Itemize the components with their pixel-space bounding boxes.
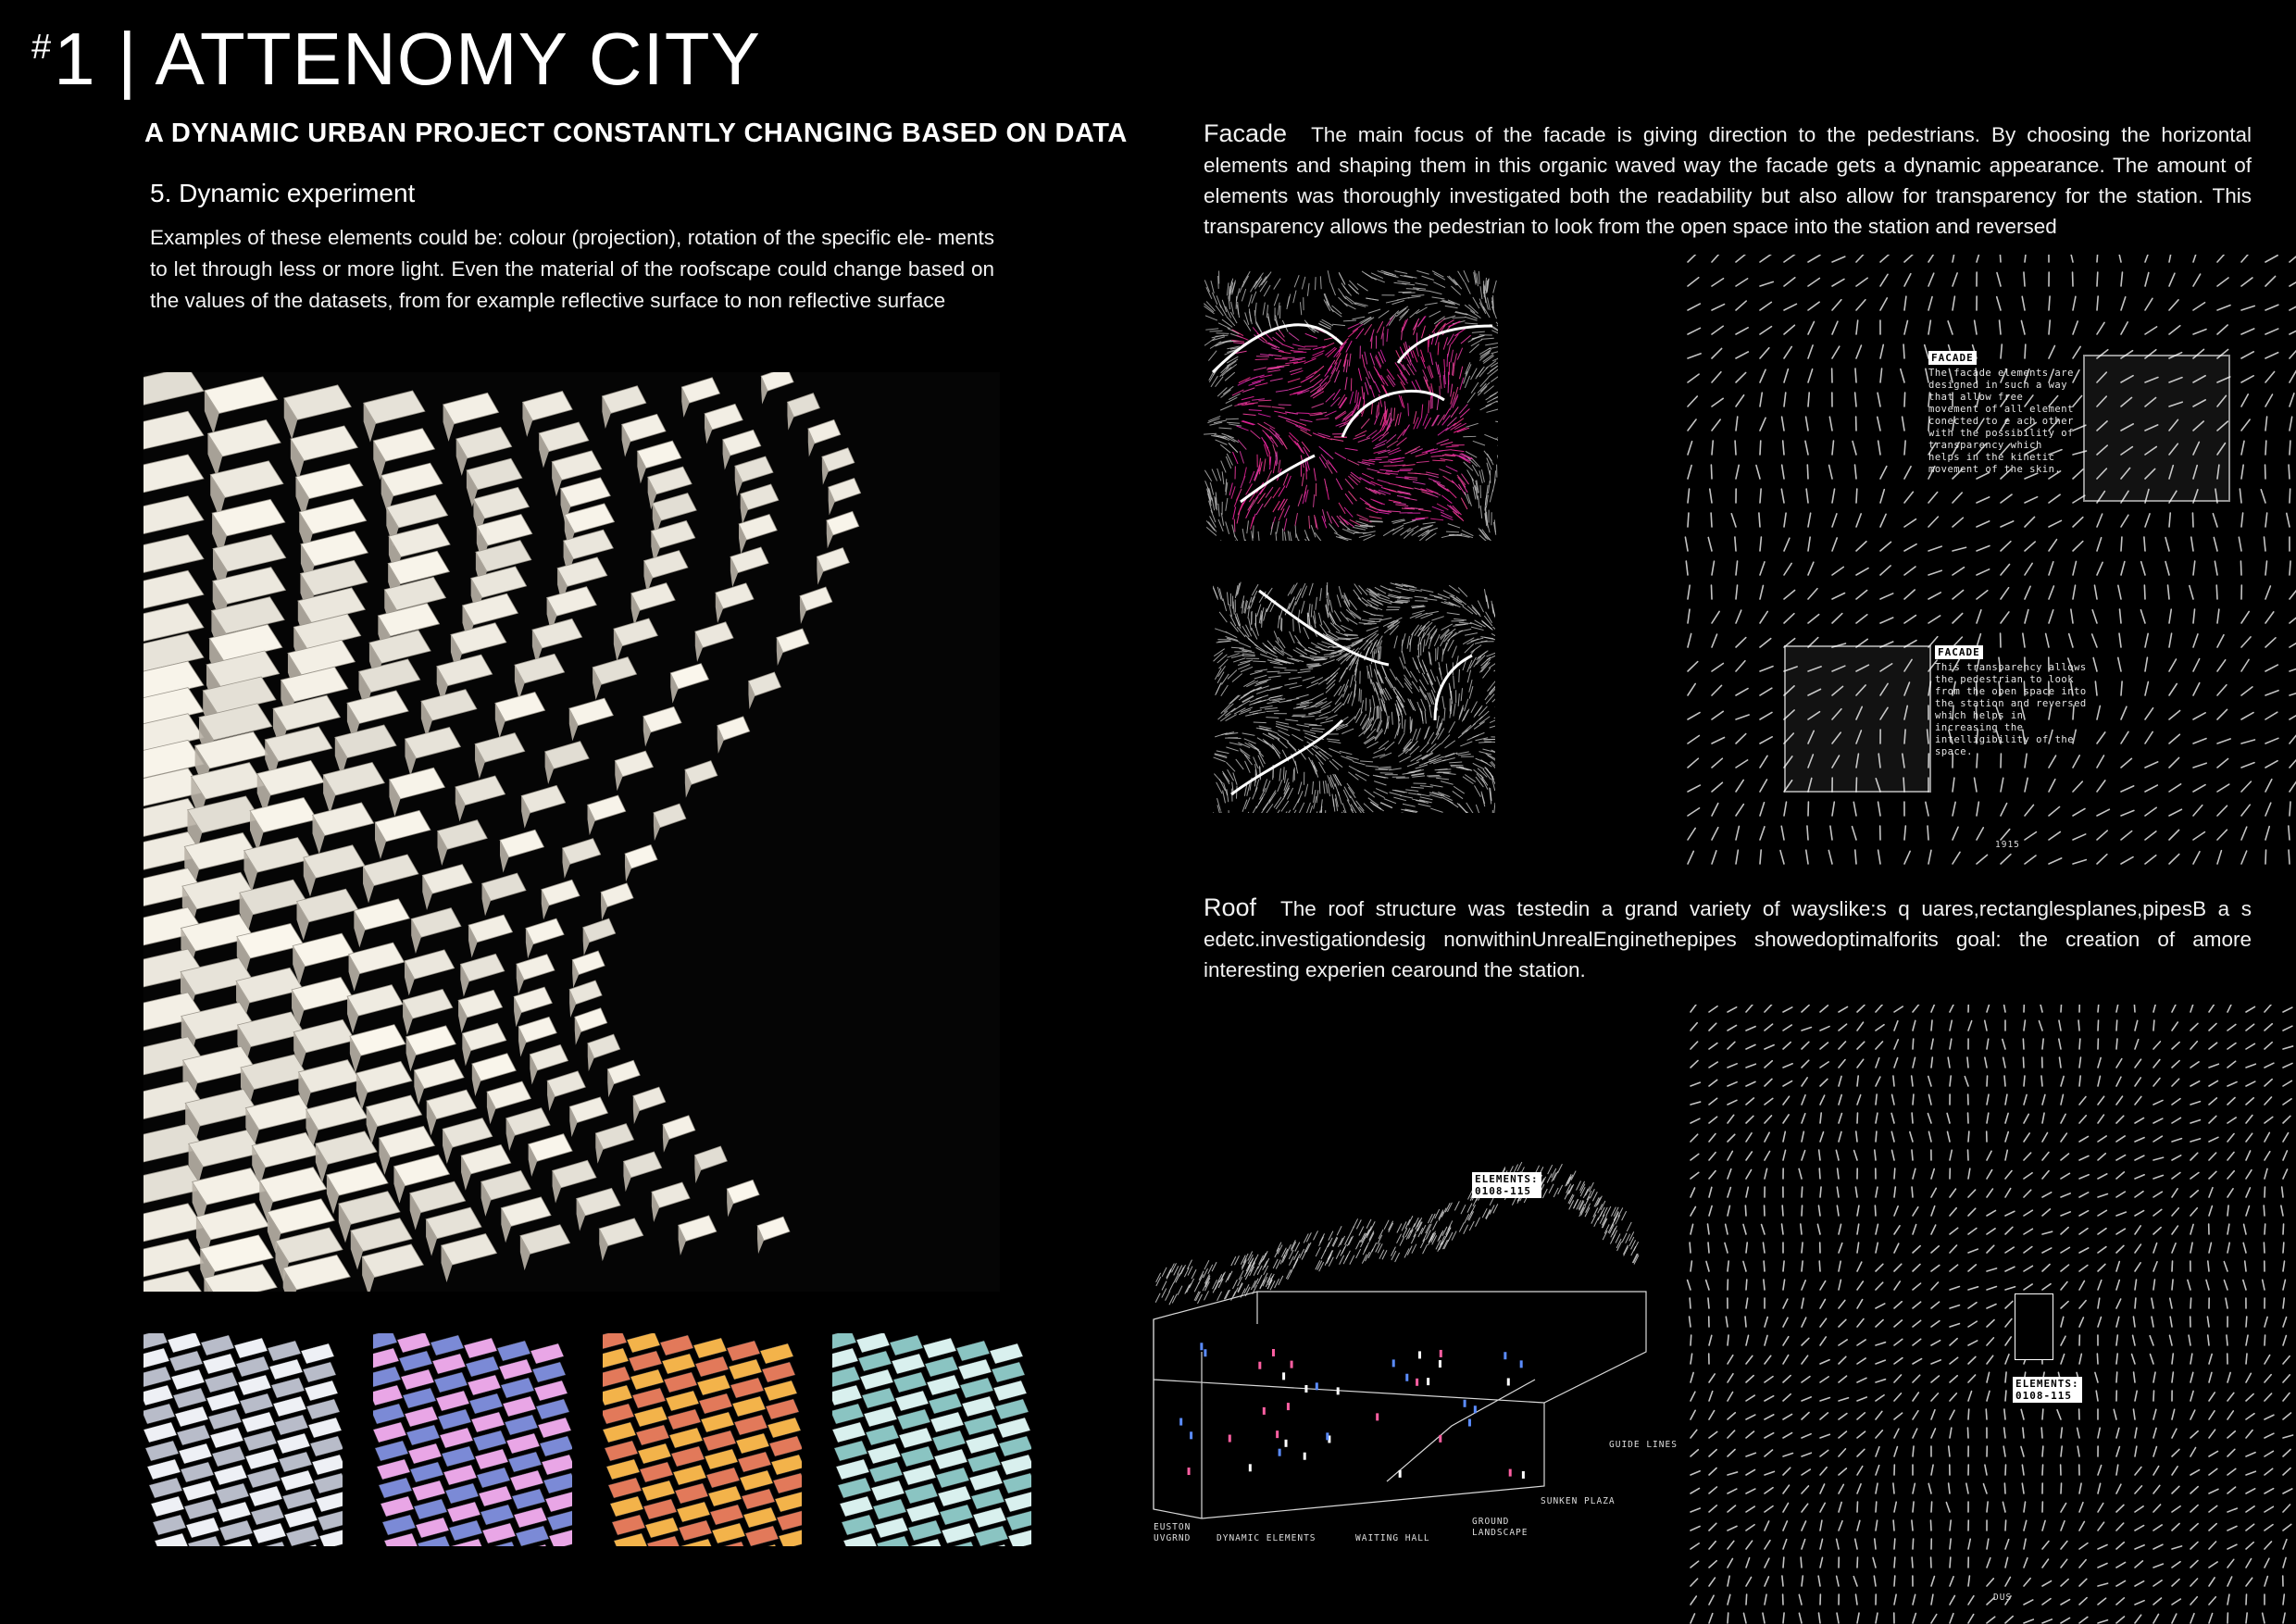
roof-text: The roof structure was testedin a grand variety of wayslike:s q uares,rectanglesplanes,pipesB a s edetc.investigationdesig nonwithinUnrealEnginethepipes showedoptimalforits goal: the creation of amore interesting experien cearound the station. <box>1204 897 2252 981</box>
flow-grey-strokes <box>1213 581 1495 813</box>
facade-callout-1-label: FACADE <box>1928 351 1977 365</box>
flow-pink-strokes <box>1204 270 1498 541</box>
roof-corner-mark: DUS <box>1993 1593 2013 1603</box>
facade-text: The main focus of the facade is giving direction to the pedestrians. By choosing the horizontal elements and shaping them in this organic waved way the facade gets a dynamic appearance. The amount of elements was thoroughly investigated both the readability but also allow for transparency for the station. This transparency allows the pedestrian to look from the open space into the station and reversed <box>1204 123 2252 238</box>
facade-flow-diagram-grey <box>1213 581 1495 813</box>
roofscape-render <box>144 372 1000 1292</box>
annot-ground: GROUND <box>1472 1517 1510 1527</box>
variant-render-pink <box>373 1333 572 1546</box>
roof-label: Roof <box>1204 893 1257 921</box>
annot-waiting-hall: WAITING HALL <box>1355 1533 1430 1543</box>
roof-elements-title: ELEMENTS: <box>2015 1378 2079 1390</box>
title-text: 1 | ATTENOMY CITY <box>54 18 761 100</box>
station-axonometric-drawing <box>1146 1074 1683 1555</box>
field-roof-strokes <box>1683 1005 2296 1624</box>
facade-label: Facade <box>1204 119 1288 147</box>
facade-description <box>1204 119 2252 242</box>
roof-description <box>1204 893 2252 985</box>
roof-elements-label <box>2013 1377 2082 1403</box>
facade-zoom-box-2 <box>1784 645 1931 793</box>
variant-thumb-mint <box>832 1333 1031 1546</box>
roof-elements-range: 0108-115 <box>2015 1390 2072 1402</box>
variant-render-white <box>144 1333 343 1546</box>
facade-callout-1-text: The facade elements are designed in such a way that allow free movement of all element conected to e ach other with the possibility of transparency which helps in the kinetic movement of the skin. <box>1928 368 2074 475</box>
section-heading: 5. Dynamic experiment <box>150 179 416 207</box>
facade-corner-mark: 1915 <box>1995 840 2020 850</box>
facade-element-field <box>1680 255 2296 866</box>
axo-elements-title: ELEMENTS: <box>1475 1173 1539 1185</box>
variant-render-orange <box>603 1333 802 1546</box>
axo-elements-label <box>1472 1172 1541 1198</box>
facade-callout-2-label: FACADE <box>1935 645 1983 659</box>
facade-zoom-box-1 <box>2083 355 2230 502</box>
variant-thumb-white <box>144 1333 343 1546</box>
roof-zoom-box <box>2015 1293 2053 1360</box>
field-facade-strokes <box>1680 255 2296 866</box>
annot-euston: EUSTON <box>1154 1522 1192 1532</box>
annot-guide-lines: GUIDE LINES <box>1609 1440 1678 1450</box>
annot-landscape: LANDSCAPE <box>1472 1528 1529 1538</box>
variant-thumb-pink <box>373 1333 572 1546</box>
number-mark: # <box>31 28 53 67</box>
roof-element-field <box>1683 1005 2296 1624</box>
variant-thumb-orange <box>603 1333 802 1546</box>
page-title <box>31 18 761 100</box>
page-subtitle: A DYNAMIC URBAN PROJECT CONSTANTLY CHANGING BASED ON DATA <box>144 119 1128 148</box>
axo-elements-range: 0108-115 <box>1475 1185 1531 1197</box>
main-render-image <box>144 372 1000 1292</box>
facade-callout-2-text: This transparency allows the pedestrian to look from the open space into the station and reversed which helps in increasing the intelligibility of the space. <box>1935 662 2087 757</box>
intro-paragraph: Examples of these elements could be: colour (projection), rotation of the specific ele- ments to let through less or more light. Even the material of the roofscape could change based on the values of the datasets, from for example reflective surface to non reflective surface <box>150 226 994 312</box>
facade-flow-diagram-pink <box>1204 270 1498 541</box>
annot-dynamic-elements: DYNAMIC ELEMENTS <box>1217 1533 1316 1543</box>
annot-sunken-plaza: SUNKEN PLAZA <box>1541 1496 1616 1506</box>
annot-uvgrnd: UVGRND <box>1154 1533 1192 1543</box>
variant-render-mint <box>832 1333 1031 1546</box>
